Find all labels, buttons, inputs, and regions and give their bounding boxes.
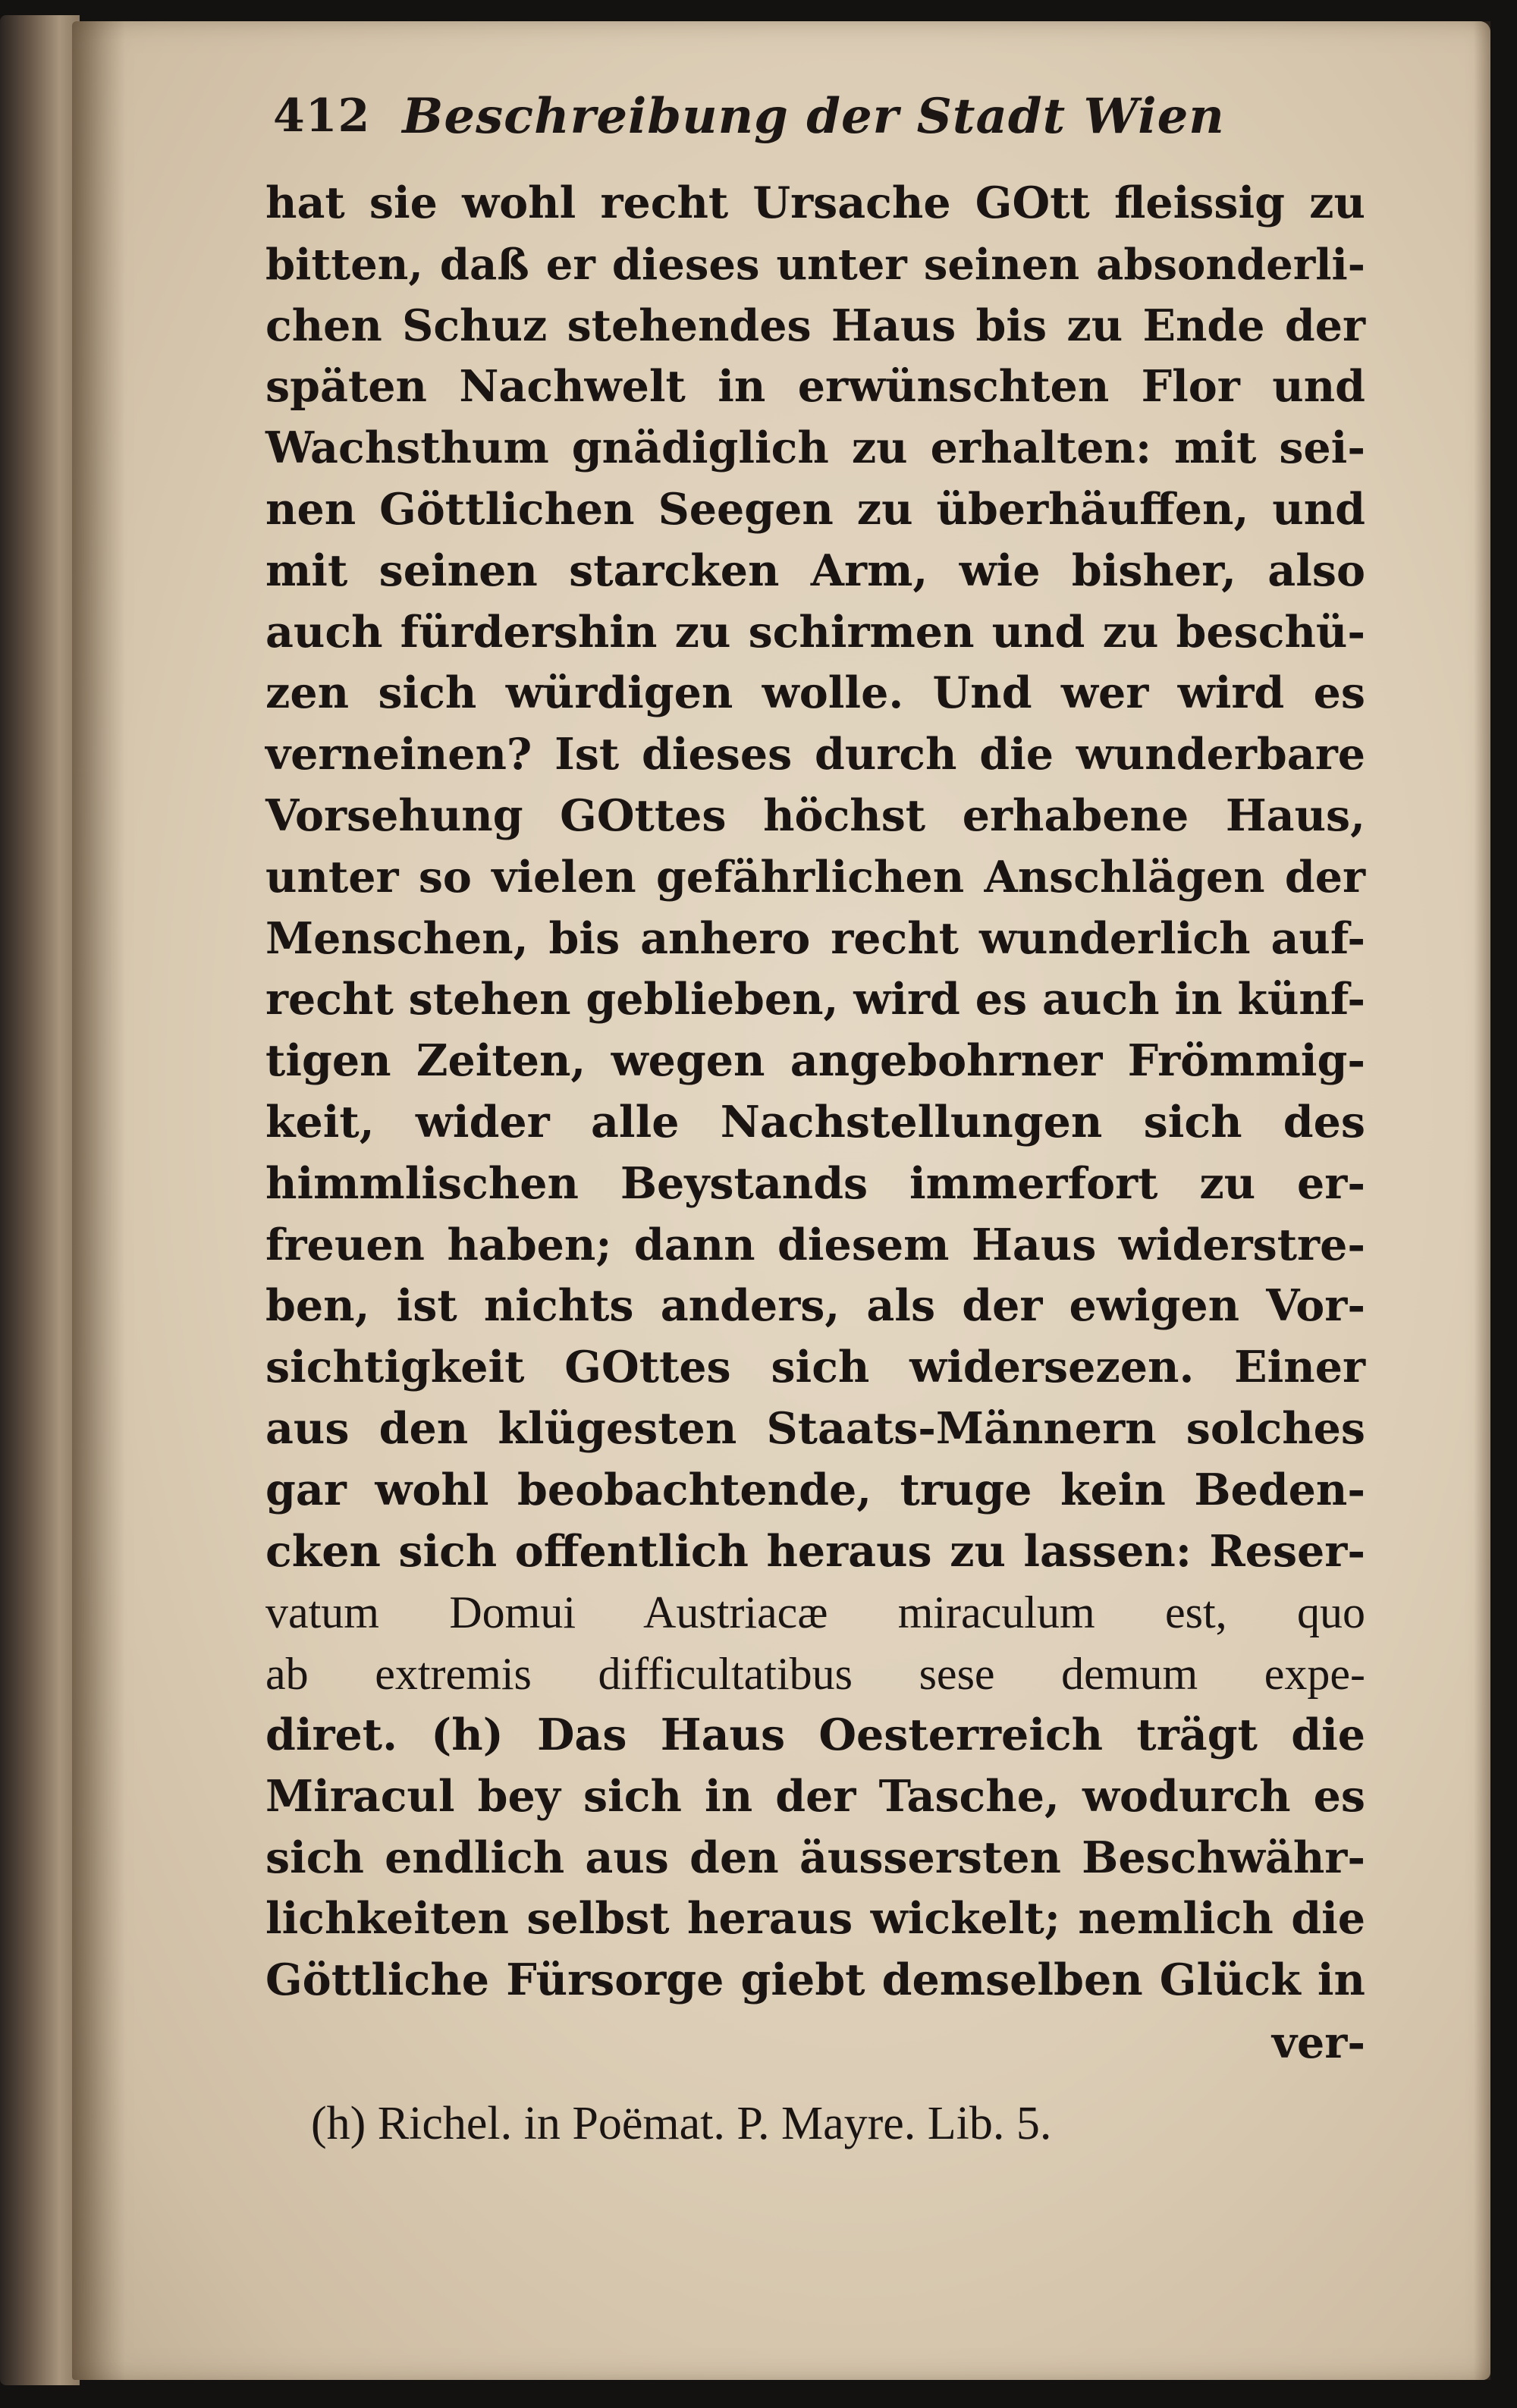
text-line: keit, wider alle Nachstellungen sich des (265, 1096, 1365, 1147)
text-line: recht stehen geblieben, wird es auch in künf- (265, 974, 1365, 1025)
text-line: freuen haben; dann diesem Haus widerstre- (265, 1219, 1365, 1270)
text-line: diret. (h) Das Haus Oesterreich trägt die (265, 1709, 1365, 1760)
text-line: ben, ist nichts anders, als der ewigen Vor- (265, 1280, 1365, 1332)
running-head (273, 74, 1350, 158)
page-number: 412 (273, 89, 371, 143)
text-line: hat sie wohl recht Ursache GOtt fleissig zu (265, 177, 1365, 228)
text-line: Menschen, bis anhero recht wunderlich auf- (265, 912, 1365, 964)
catchword: ver- (1271, 2017, 1365, 2068)
footnote: (h) Richel. in Poëmat. P. Mayre. Lib. 5. (311, 2098, 1052, 2149)
text-line: aus den klügesten Staats-Männern solches (265, 1402, 1365, 1454)
text-line: nen Göttlichen Seegen zu überhäuffen, und (265, 483, 1365, 535)
text-line: himmlischen Beystands immerfort zu er- (265, 1157, 1365, 1209)
left-page-edge (0, 15, 80, 2385)
text-line: Göttliche Fürsorge giebt demselben Glück in (265, 1954, 1365, 2006)
page-right-edge (1474, 21, 1490, 2380)
text-line-latin: vatum Domui Austriacæ miraculum est, quo (265, 1587, 1365, 1638)
page-gutter-shadow (72, 21, 125, 2380)
text-line: sich endlich aus den äussersten Beschwähr- (265, 1832, 1365, 1883)
text-line: Vorsehung GOttes höchst erhabene Haus, (265, 790, 1365, 841)
text-line: zen sich würdigen wolle. Und wer wird es (265, 667, 1365, 719)
text-line: unter so vielen gefährlichen Anschlägen der (265, 851, 1365, 903)
text-line: Wachsthum gnädiglich zu erhalten: mit sei- (265, 422, 1365, 474)
text-line-latin: ab extremis difficultatibus sese demum expe- (265, 1649, 1365, 1700)
text-line: mit seinen starcken Arm, wie bisher, also (265, 545, 1365, 596)
text-line: verneinen? Ist dieses durch die wunderbare (265, 729, 1365, 780)
text-line: lichkeiten selbst heraus wickelt; nemlich die (265, 1893, 1365, 1945)
text-line: cken sich offentlich heraus zu lassen: Reser- (265, 1525, 1365, 1577)
text-line: späten Nachwelt in erwünschten Flor und (265, 361, 1365, 413)
text-line: sichtigkeit GOttes sich widersezen. Einer (265, 1342, 1365, 1393)
running-title: Beschreibung der Stadt Wien (402, 87, 1225, 145)
text-line: tigen Zeiten, wegen angebohrner Frömmig- (265, 1035, 1365, 1087)
text-line: chen Schuz stehendes Haus bis zu Ende der (265, 300, 1365, 351)
text-line: gar wohl beobachtende, truge kein Beden- (265, 1464, 1365, 1515)
text-line: bitten, daß er dieses unter seinen absonderli- (265, 239, 1365, 290)
text-line: Miracul bey sich in der Tasche, wodurch es (265, 1770, 1365, 1822)
text-line: auch fürdershin zu schirmen und zu beschü- (265, 606, 1365, 658)
body-text (265, 173, 1365, 2011)
